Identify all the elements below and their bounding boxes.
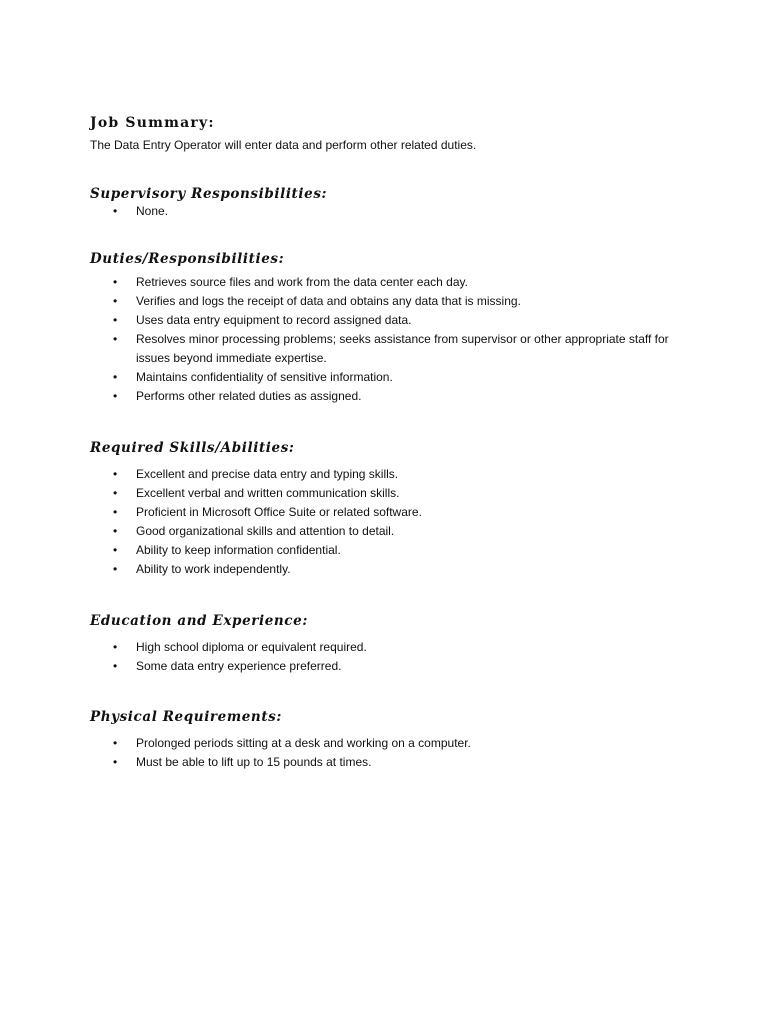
list-item: • Retrieves source files and work from the data center each day. — [0, 273, 696, 292]
job-summary-text: The Data Entry Operator will enter data and perform other related duties. — [90, 138, 477, 152]
supervisory-heading: Supervisory Responsibilities: — [90, 186, 328, 202]
list-item: • High school diploma or equivalent required. — [0, 638, 696, 657]
list-item: • Excellent verbal and written communication skills. — [0, 484, 696, 503]
list-item: • Ability to work independently. — [0, 560, 696, 579]
bullet-icon: • — [113, 332, 118, 346]
bullet-icon: • — [113, 736, 118, 750]
bullet-icon: • — [113, 562, 118, 576]
bullet-icon: • — [113, 486, 118, 500]
list-item: • None. — [0, 202, 696, 221]
bullet-icon: • — [113, 204, 118, 218]
physical-list — [0, 734, 768, 772]
bullet-icon: • — [113, 659, 118, 673]
bullet-icon: • — [113, 524, 118, 538]
bullet-icon: • — [113, 389, 118, 403]
skills-list — [0, 465, 768, 579]
supervisory-list — [0, 202, 768, 221]
bullet-icon: • — [113, 505, 118, 519]
bullet-icon: • — [113, 294, 118, 308]
list-item: • Excellent and precise data entry and typing skills. — [0, 465, 696, 484]
job-summary-heading: Job Summary: — [90, 115, 215, 131]
list-item: • Performs other related duties as assigned. — [0, 387, 696, 406]
bullet-icon: • — [113, 275, 118, 289]
list-item: • Verifies and logs the receipt of data and obtains any data that is missing. — [0, 292, 696, 311]
bullet-icon: • — [113, 640, 118, 654]
bullet-icon: • — [113, 755, 118, 769]
duties-heading: Duties/Responsibilities: — [90, 251, 285, 267]
education-heading: Education and Experience: — [90, 613, 308, 629]
bullet-icon: • — [113, 467, 118, 481]
list-item: • Must be able to lift up to 15 pounds at times. — [0, 753, 696, 772]
duties-list — [0, 273, 768, 406]
list-item: • Prolonged periods sitting at a desk and working on a computer. — [0, 734, 696, 753]
bullet-icon: • — [113, 313, 118, 327]
bullet-icon: • — [113, 370, 118, 384]
list-item: • Uses data entry equipment to record assigned data. — [0, 311, 696, 330]
list-item: • Ability to keep information confidential. — [0, 541, 696, 560]
list-item: • Resolves minor processing problems; seeks assistance from supervisor or other appropriate staff for issues beyond immediate expertise. — [113, 332, 669, 365]
list-item: • Good organizational skills and attention to detail. — [0, 522, 696, 541]
education-list — [0, 638, 768, 676]
list-item: • Maintains confidentiality of sensitive information. — [0, 368, 696, 387]
bullet-icon: • — [113, 543, 118, 557]
list-item: • Some data entry experience preferred. — [0, 657, 696, 676]
list-item: • Proficient in Microsoft Office Suite or related software. — [0, 503, 696, 522]
physical-heading: Physical Requirements: — [90, 709, 282, 725]
skills-heading: Required Skills/Abilities: — [90, 440, 295, 456]
